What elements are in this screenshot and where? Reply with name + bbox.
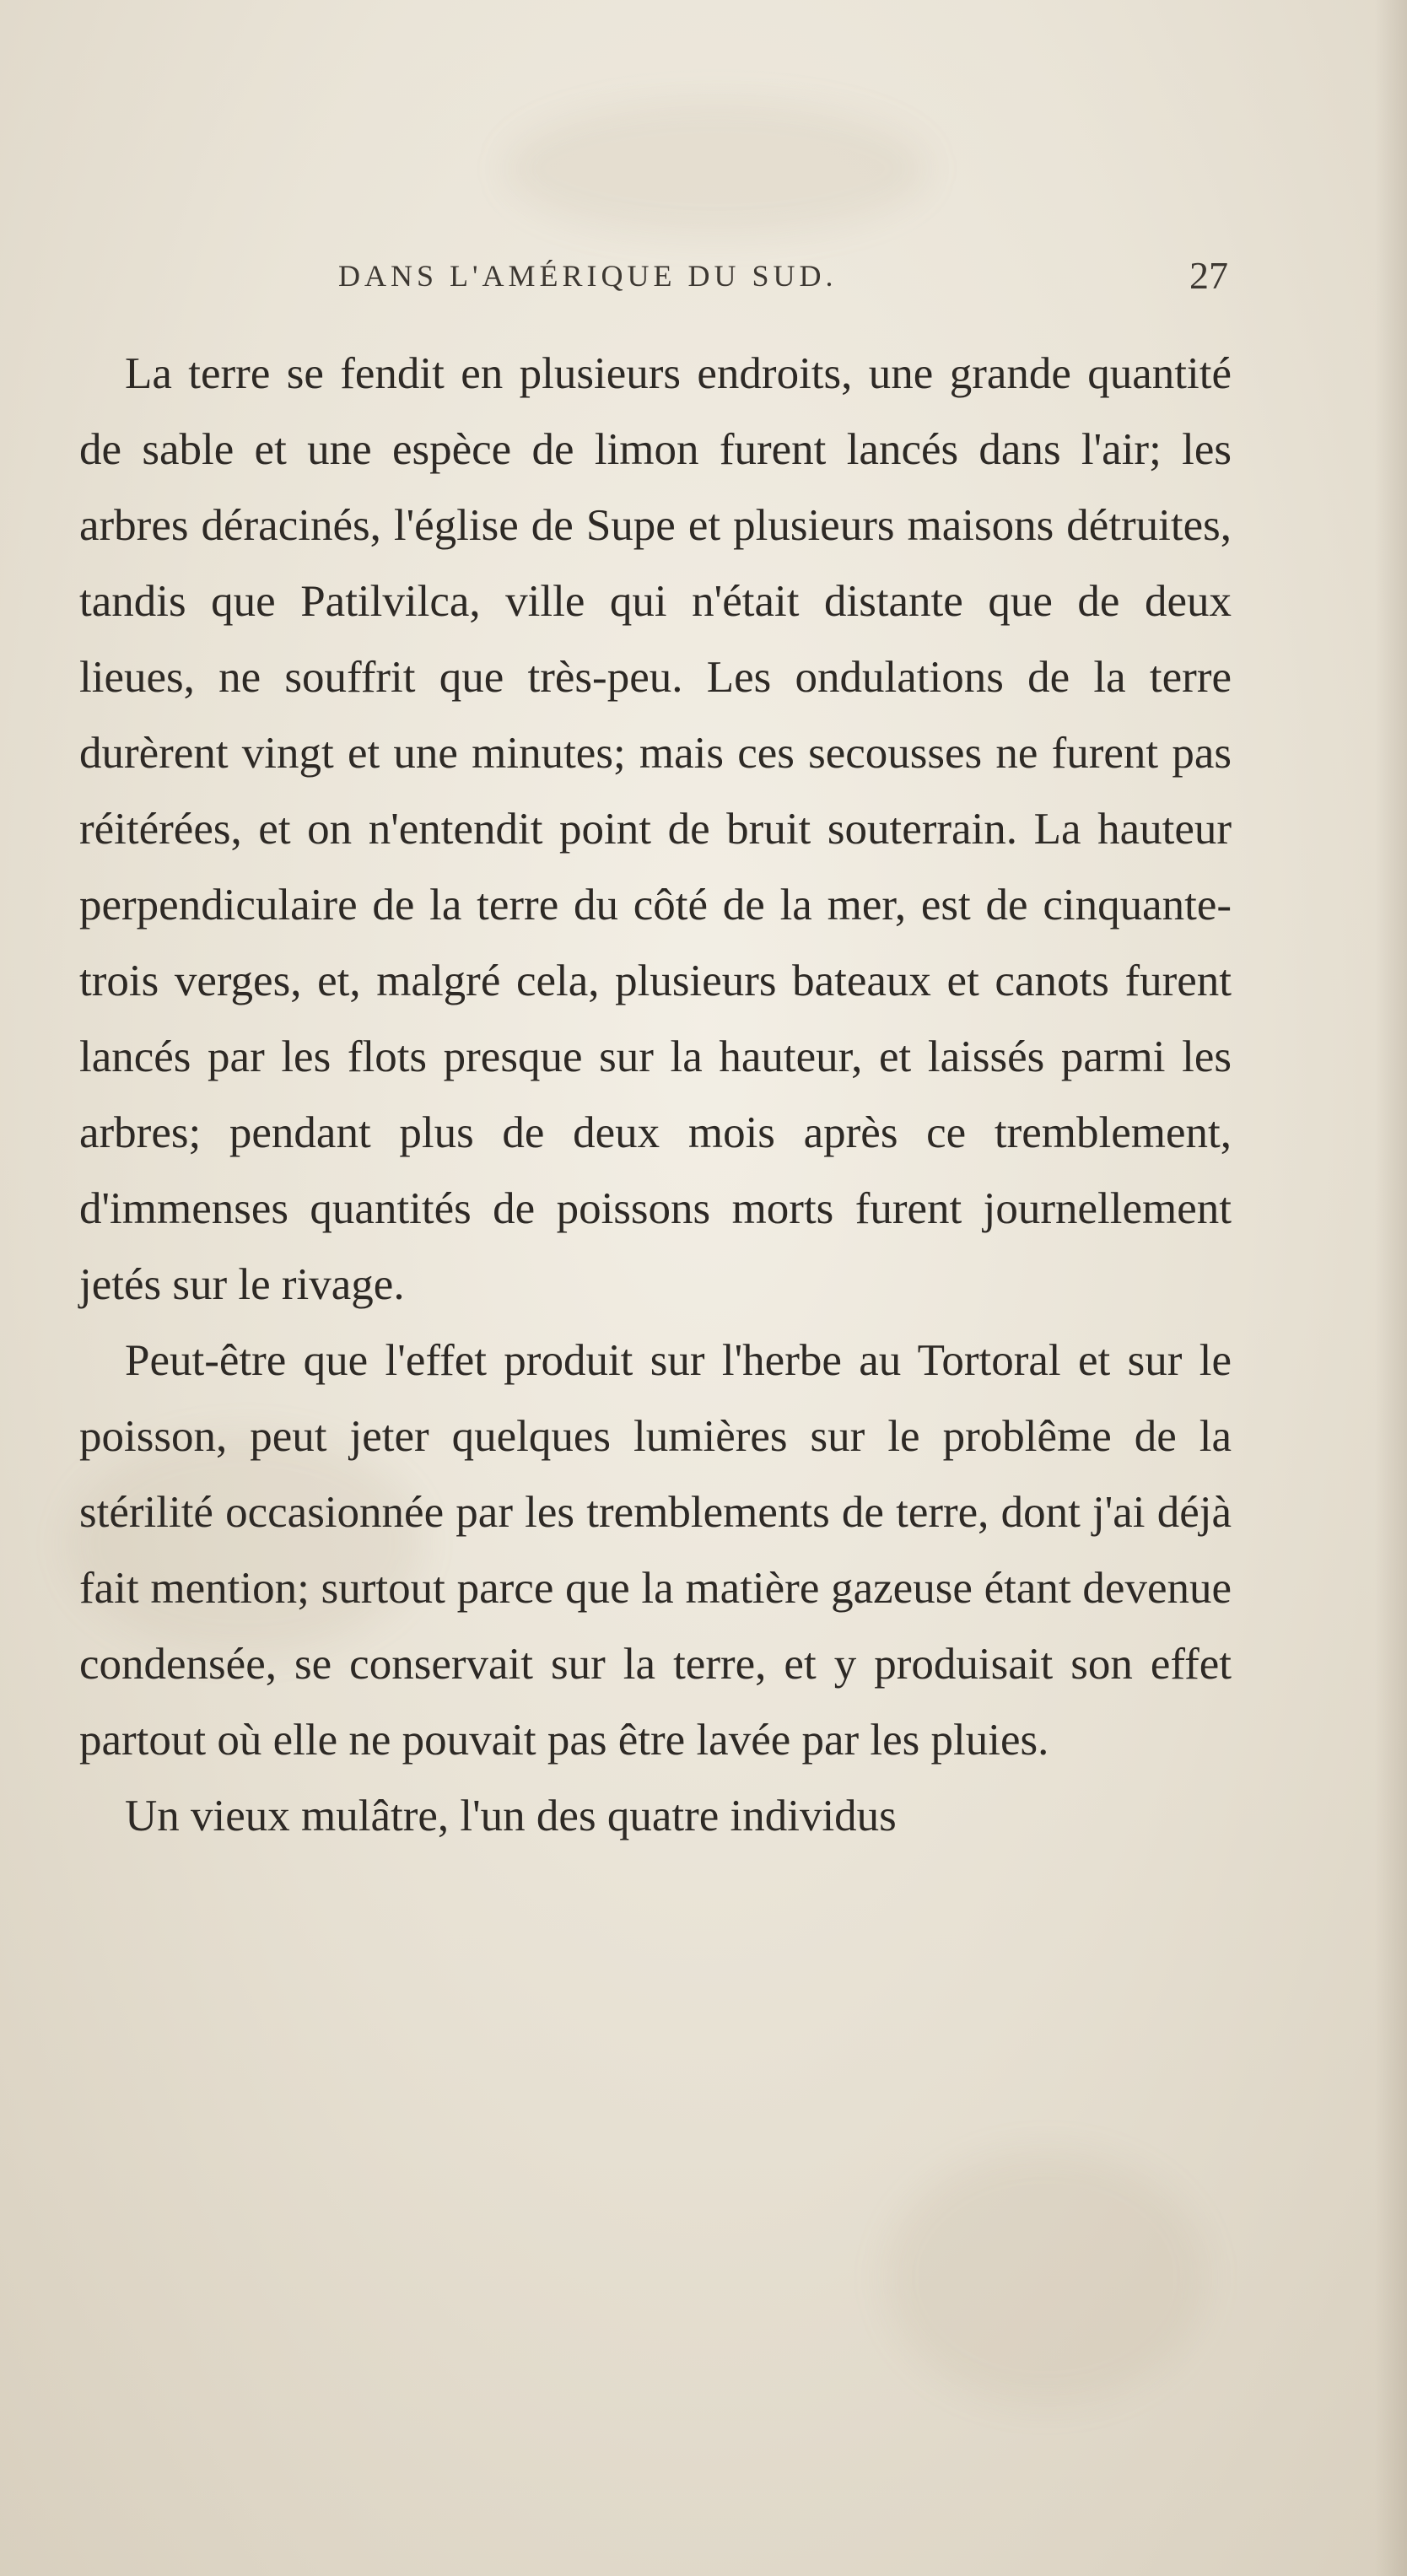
page-edge-shadow: [1375, 0, 1407, 2576]
paragraph: Peut-être que l'effet produit sur l'herbe au Tortoral et sur le poisson, peut jeter quelques lumières sur le problême de la stérilité occasionnée par les tremblements de terre, dont j'ai déjà fait mention; surtout parce que la matière gazeuse étant devenue condensée, se conservait sur la terre, et y produisait son effet partout où elle ne pouvait pas être lavée par les pluies.: [79, 1336, 1232, 1765]
page-header: [81, 254, 1228, 309]
paragraph: Un vieux mulâtre, l'un des quatre individus: [125, 1792, 897, 1840]
paper-stain: [506, 101, 928, 236]
running-head: DANS L'AMÉRIQUE DU SUD.: [338, 259, 838, 293]
body-text: [79, 336, 1232, 1854]
page-number: 27: [1189, 254, 1228, 297]
paragraph: La terre se fendit en plusieurs endroits, une grande quantité de sable et une espèce de limon furent lancés dans l'air; les arbres déracinés, l'église de Supe et plusieurs maisons détruites, tandis que Patilvilca, ville qui n'était distante que de deux lieues, ne souffrit que très-peu. Les ondulations de la terre durèrent vingt et une minutes; mais ces secousses ne furent pas réitérées, et on n'entendit point de bruit souterrain. La hauteur perpendiculaire de la terre du côté de la mer, est de cinquante-trois verges, et, malgré cela, plusieurs bateaux et canots furent lancés par les flots presque sur la hauteur, et laissés parmi les arbres; pendant plus de deux mois après ce tremblement, d'immenses quantités de poissons morts furent journellement jetés sur le rivage.: [79, 349, 1232, 1309]
paper-stain: [886, 2151, 1206, 2404]
